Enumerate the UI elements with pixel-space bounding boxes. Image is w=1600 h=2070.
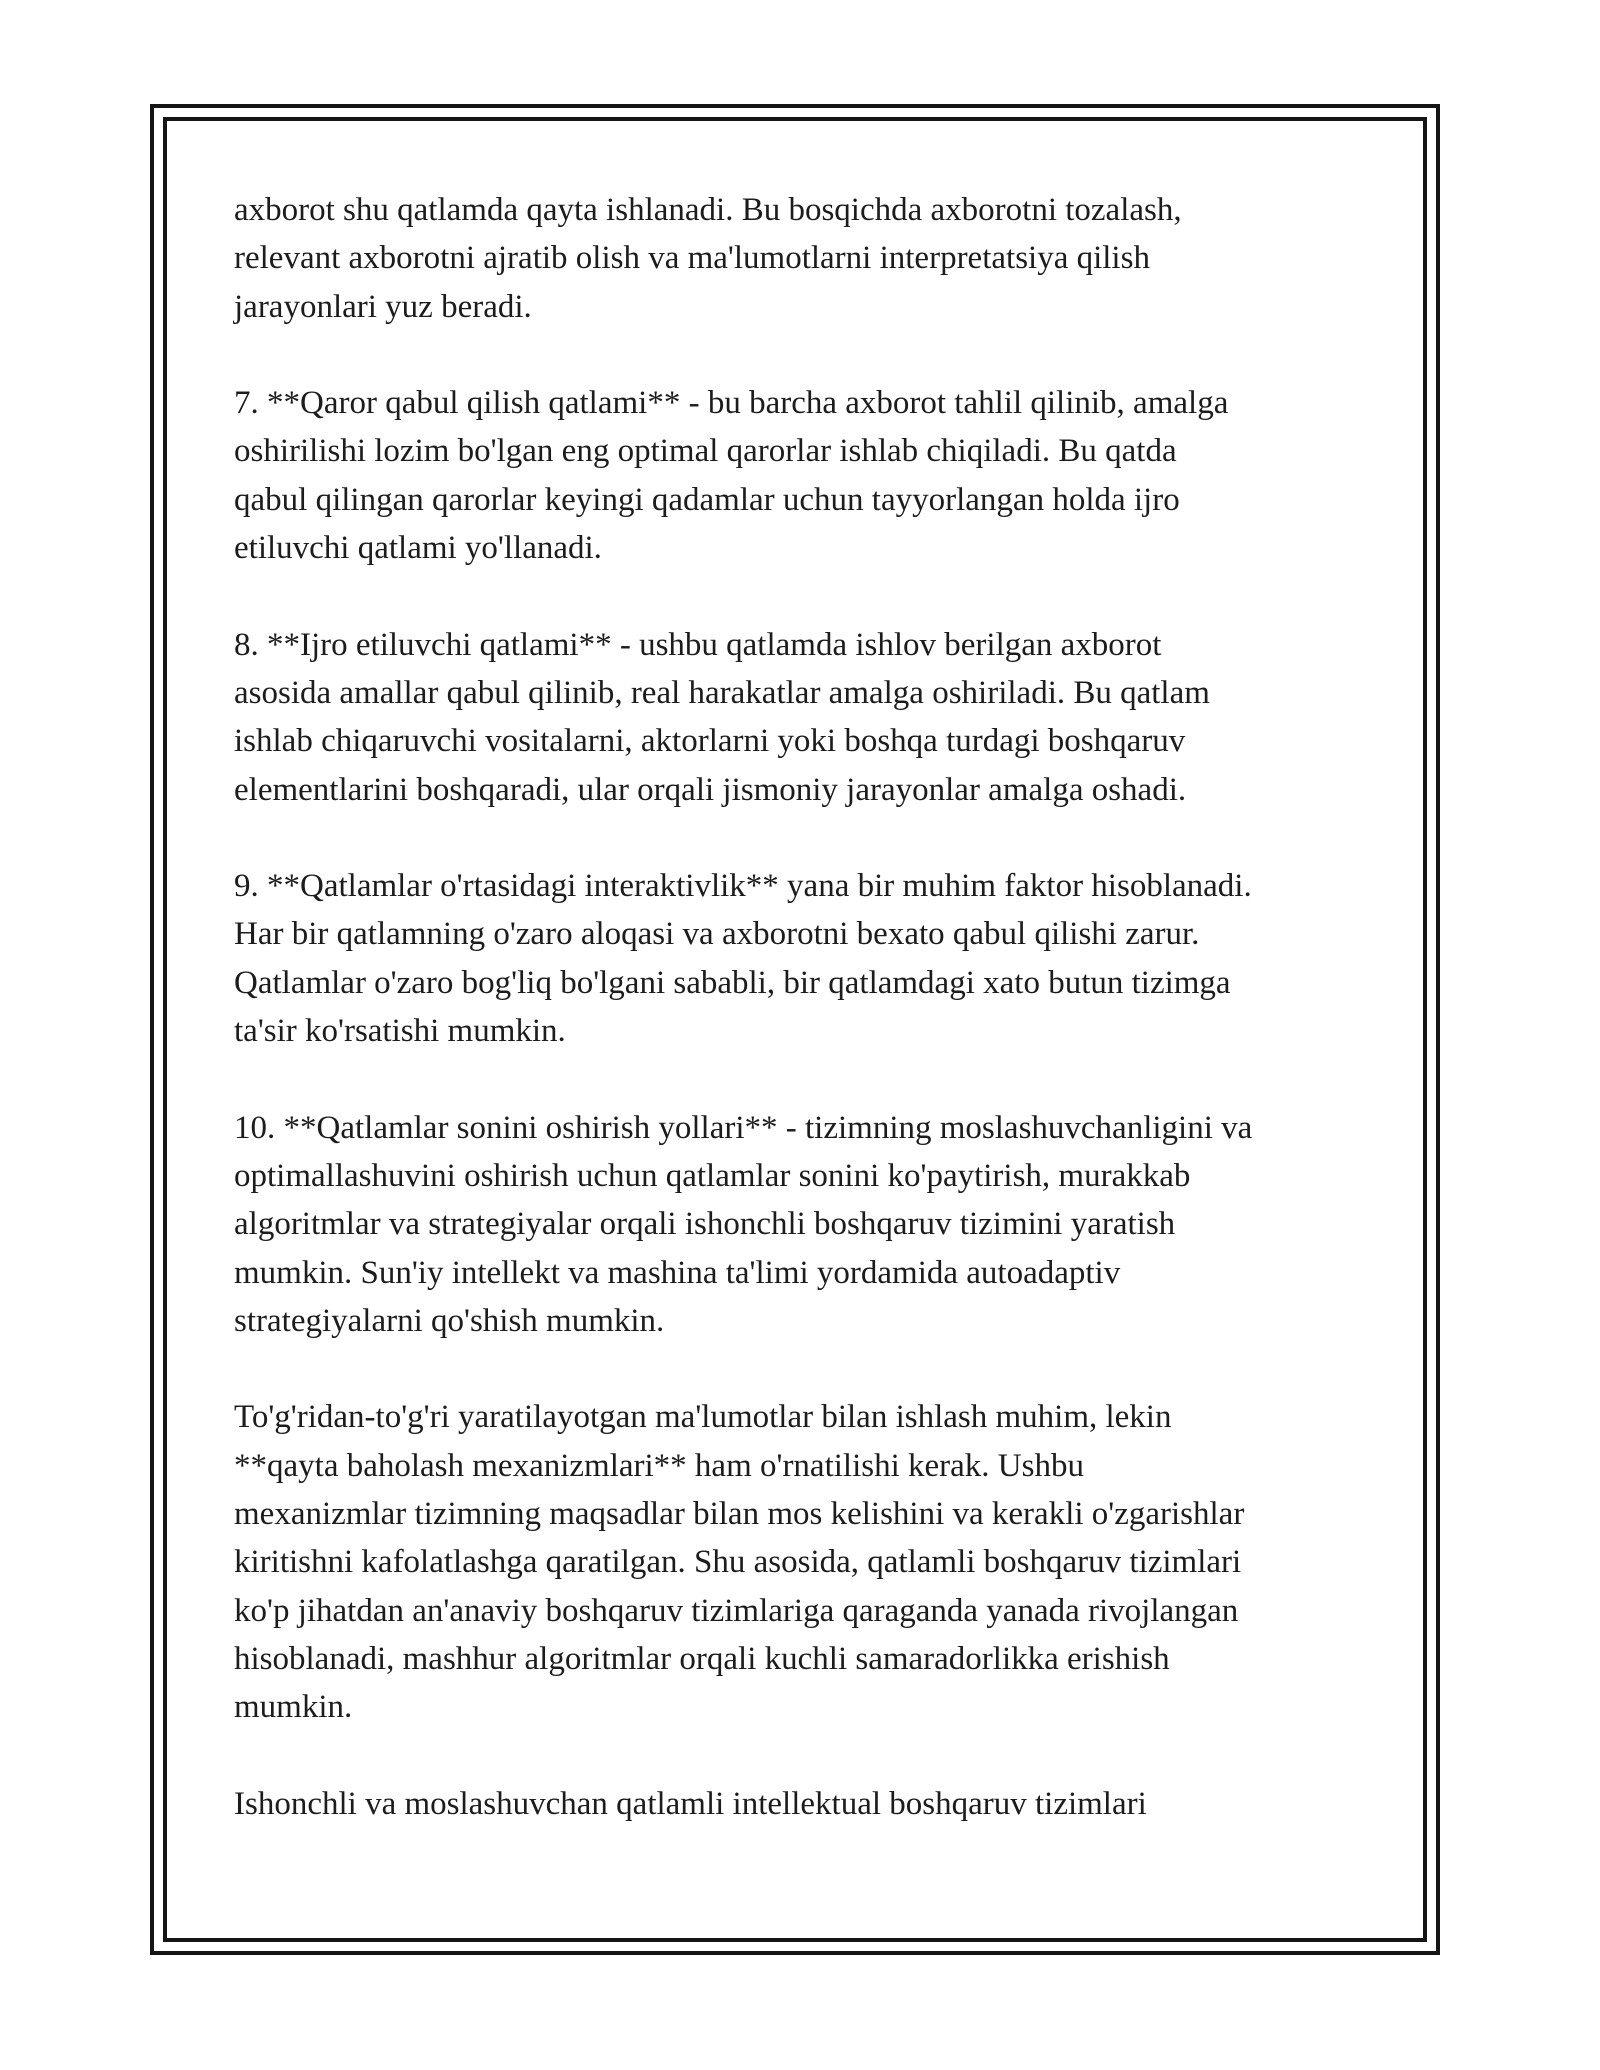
text-line: optimallashuvini oshirish uchun qatlamlar sonini ko'paytirish, murakkab (234, 1157, 1191, 1194)
document-body (234, 186, 1374, 1876)
text-line: jarayonlari yuz beradi. (234, 288, 532, 325)
paragraph-item-7 (234, 379, 1374, 572)
text-line: mumkin. Sun'iy intellekt va mashina ta'limi yordamida autoadaptiv (234, 1254, 1121, 1291)
text-line: ta'sir ko'rsatishi mumkin. (234, 1013, 566, 1050)
text-line: 7. **Qaror qabul qilish qatlami** - bu barcha axborot tahlil qilinib, amalga (234, 385, 1229, 422)
paragraph-summary (234, 1393, 1374, 1731)
text-line: To'g'ridan-to'g'ri yaratilayotgan ma'lumotlar bilan ishlash muhim, lekin (234, 1399, 1172, 1436)
text-line: Har bir qatlamning o'zaro aloqasi va axborotni bexato qabul qilishi zarur. (234, 916, 1200, 953)
text-line: strategiyalarni qo'shish mumkin. (234, 1302, 665, 1339)
text-line: algoritmlar va strategiyalar orqali ishonchli boshqaruv tizimini yaratish (234, 1206, 1176, 1243)
text-line: qabul qilingan qarorlar keyingi qadamlar uchun tayyorlangan holda ijro (234, 481, 1180, 518)
paragraph-item-9 (234, 862, 1374, 1055)
text-line: mumkin. (234, 1689, 353, 1726)
paragraph-closing (234, 1780, 1374, 1828)
text-line: ishlab chiqaruvchi vositalarni, aktorlarni yoki boshqa turdagi boshqaruv (234, 723, 1186, 760)
text-line: relevant axborotni ajratib olish va ma'lumotlarni interpretatsiya qilish (234, 240, 1150, 277)
paragraph-continuation (234, 186, 1374, 331)
text-line: axborot shu qatlamda qayta ishlanadi. Bu bosqichda axborotni tozalash, (234, 192, 1182, 228)
text-line: **qayta baholash mexanizmlari** ham o'rnatilishi kerak. Ushbu (234, 1447, 1084, 1484)
paragraph-item-8 (234, 621, 1374, 814)
text-line: asosida amallar qabul qilinib, real harakatlar amalga oshiriladi. Bu qatlam (234, 674, 1210, 711)
text-line: 10. **Qatlamlar sonini oshirish yollari** - tizimning moslashuvchanligini va (234, 1109, 1253, 1146)
text-line: ko'p jihatdan an'anaviy boshqaruv tizimlariga qaraganda yanada rivojlangan (234, 1592, 1239, 1629)
text-line: Qatlamlar o'zaro bog'liq bo'lgani sababli, bir qatlamdagi xato butun tizimga (234, 964, 1231, 1001)
text-line: oshirilishi lozim bo'lgan eng optimal qarorlar ishlab chiqiladi. Bu qatda (234, 433, 1177, 470)
text-line: kiritishni kafolatlashga qaratilgan. Shu asosida, qatlamli boshqaruv tizimlari (234, 1544, 1242, 1581)
text-line: Ishonchli va moslashuvchan qatlamli intellektual boshqaruv tizimlari (234, 1785, 1147, 1822)
text-line: elementlarini boshqaradi, ular orqali jismoniy jarayonlar amalga oshadi. (234, 771, 1187, 808)
text-line: mexanizmlar tizimning maqsadlar bilan mos kelishini va kerakli o'zgarishlar (234, 1496, 1245, 1533)
text-line: hisoblanadi, mashhur algoritmlar orqali kuchli samaradorlikka erishish (234, 1640, 1170, 1677)
text-line: etiluvchi qatlami yo'llanadi. (234, 530, 602, 567)
text-line: 9. **Qatlamlar o'rtasidagi interaktivlik** yana bir muhim faktor hisoblanadi. (234, 868, 1252, 905)
text-line: 8. **Ijro etiluvchi qatlami** - ushbu qatlamda ishlov berilgan axborot (234, 626, 1162, 663)
paragraph-item-10 (234, 1104, 1374, 1345)
